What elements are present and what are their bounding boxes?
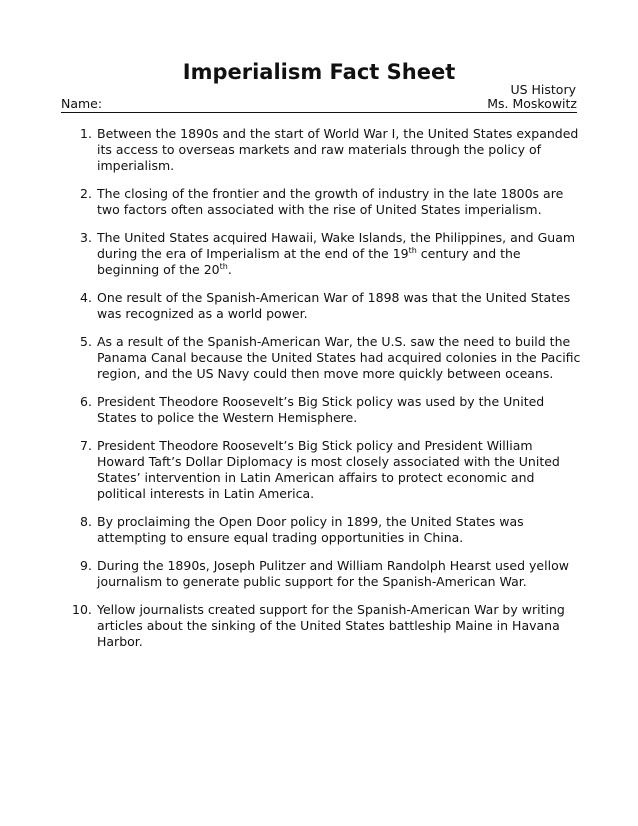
fact-number: 10. <box>72 602 92 617</box>
fact-text-part-a: The United States acquired Hawaii, Wake Islands, the Philippines, and Guam during the era of Imperialism at the end of the 19 <box>97 230 576 261</box>
fact-text: During the 1890s, Joseph Pulitzer and William Randolph Hearst used yellow journalism to generate public support for the Spanish-American War. <box>97 558 569 589</box>
fact-item-3 <box>0 230 638 278</box>
fact-item-6 <box>0 394 638 426</box>
name-line <box>61 96 577 113</box>
page-title: Imperialism Fact Sheet <box>182 60 456 84</box>
fact-item-7 <box>0 438 638 502</box>
fact-text-part-b: century and the beginning of the 20 <box>97 246 521 277</box>
fact-item-1 <box>0 126 638 174</box>
fact-number: 7. <box>80 438 92 453</box>
fact-number: 6. <box>80 394 92 409</box>
fact-item-10 <box>0 602 638 650</box>
fact-number: 5. <box>80 334 92 349</box>
course-label: US History <box>510 82 576 97</box>
superscript-th: th <box>219 261 228 271</box>
fact-text: President Theodore Roosevelt’s Big Stick policy was used by the United States to police the Western Hemisphere. <box>97 394 545 425</box>
fact-text: By proclaiming the Open Door policy in 1899, the United States was attempting to ensure equal trading opportunities in China. <box>97 514 524 545</box>
teacher-label: Ms. Moskowitz <box>487 96 577 111</box>
fact-number: 4. <box>80 290 92 305</box>
superscript-th: th <box>408 245 417 255</box>
fact-number: 8. <box>80 514 92 529</box>
fact-text-part-c: . <box>227 262 232 277</box>
fact-text: One result of the Spanish-American War of 1898 was that the United States was recognized as a world power. <box>97 290 571 321</box>
fact-number: 3. <box>80 230 92 245</box>
fact-text: Between the 1890s and the start of World War I, the United States expanded its access to overseas markets and raw materials through the policy of imperialism. <box>97 126 579 173</box>
fact-item-4 <box>0 290 638 322</box>
fact-item-2 <box>0 186 638 218</box>
fact-text: As a result of the Spanish-American War, the U.S. saw the need to build the Panama Canal because the United States had acquired colonies in the Pacific region, and the US Navy could then move more quickly between oceans. <box>97 334 581 381</box>
fact-list <box>0 126 638 662</box>
fact-text: Yellow journalists created support for the Spanish-American War by writing articles about the sinking of the United States battleship Maine in Havana Harbor. <box>97 602 565 649</box>
fact-item-5 <box>0 334 638 382</box>
fact-item-8 <box>0 514 638 546</box>
fact-item-9 <box>0 558 638 590</box>
fact-number: 9. <box>80 558 92 573</box>
fact-number: 1. <box>80 126 92 141</box>
name-label: Name: <box>61 96 103 111</box>
fact-text: The closing of the frontier and the growth of industry in the late 1800s are two factors often associated with the rise of United States imperialism. <box>97 186 564 217</box>
fact-text: President Theodore Roosevelt’s Big Stick policy and President William Howard Taft’s Dollar Diplomacy is most closely associated with the United States’ intervention in Latin American affairs to protect economic and political interests in Latin America. <box>97 438 560 501</box>
fact-number: 2. <box>80 186 92 201</box>
